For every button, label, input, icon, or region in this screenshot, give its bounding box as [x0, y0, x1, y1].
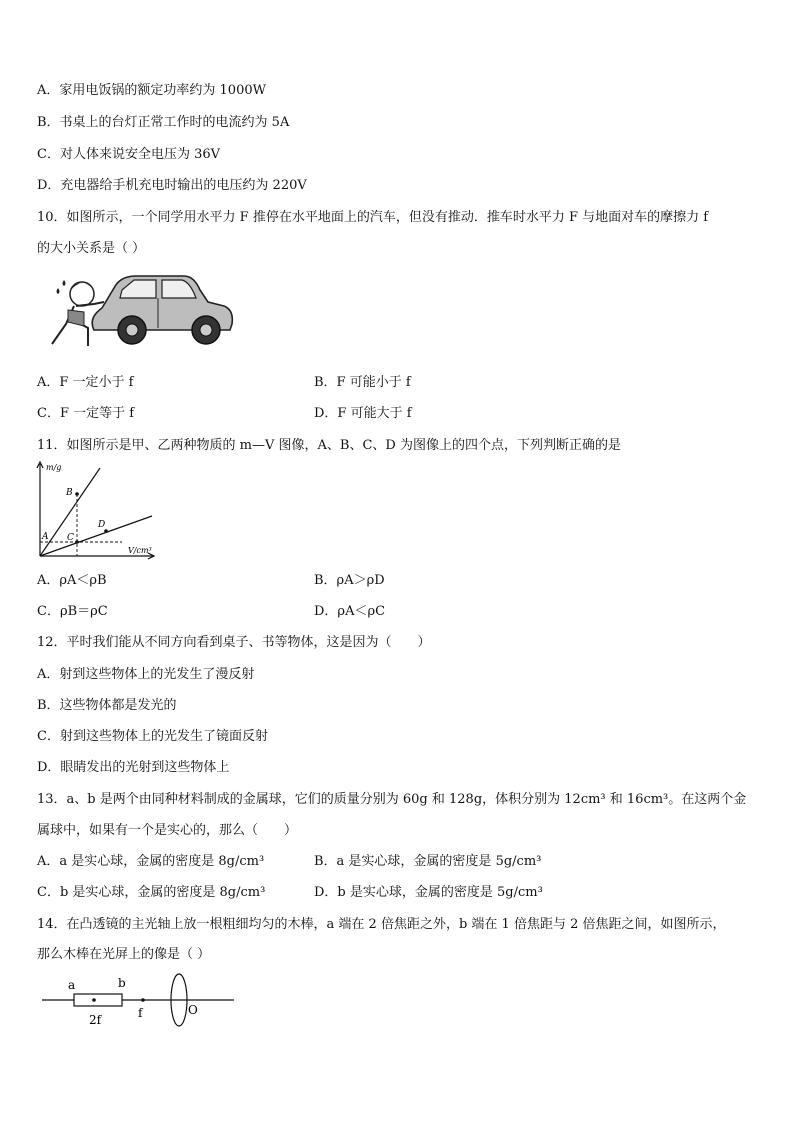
q9-option-d: D．充电器给手机充电时输出的电压约为 220V: [37, 178, 307, 193]
q11-m-v-graph: [34, 458, 160, 564]
graph-ylabel: m/g: [46, 463, 62, 472]
q10-option-c: C．F 一定等于 f: [37, 406, 135, 421]
q10-stem-line1: 10．如图所示，一个同学用水平力 F 推停在水平地面上的汽车，但没有推动．推车时水平力 F 与地面对车的摩擦力 f: [37, 210, 709, 225]
graph-xlabel: V/cm³: [128, 546, 152, 555]
q10-option-d: D．F 可能大于 f: [314, 406, 412, 421]
q11-option-c: C．ρB＝ρC: [37, 604, 108, 619]
point-b: [75, 492, 79, 496]
label-b: B: [66, 488, 73, 498]
q13-option-c: C．b 是实心球，金属的密度是 8g/cm³: [37, 885, 266, 900]
q12-option-d: D．眼睛发出的光射到这些物体上: [37, 760, 230, 775]
wooden-stick: [74, 994, 122, 1006]
label-c: C: [67, 533, 74, 543]
label-2f: 2f: [89, 1013, 102, 1027]
label-b-end: b: [118, 976, 126, 990]
q13-stem-line1: 13．a、b 是两个由同种材料制成的金属球，它们的质量分别为 60g 和 128g，体积分别为 12cm³ 和 16cm³。在这两个金: [37, 792, 747, 807]
q13-option-b: B．a 是实心球，金属的密度是 5g/cm³: [314, 854, 542, 869]
q9-option-b: B．书桌上的台灯正常工作时的电流约为 5A: [37, 115, 290, 130]
q14-stem-line2: 那么木棒在光屏上的像是（ ）: [37, 947, 211, 962]
q13-option-d: D．b 是实心球，金属的密度是 5g/cm³: [314, 885, 543, 900]
label-a: A: [42, 532, 49, 542]
label-d: D: [98, 520, 106, 530]
label-f: f: [138, 1006, 143, 1020]
q12-option-c: C．射到这些物体上的光发生了镜面反射: [37, 729, 268, 744]
q10-car-push-figure: [44, 268, 238, 354]
q11-option-b: B．ρA＞ρD: [314, 573, 385, 588]
q9-option-c: C．对人体来说安全电压为 36V: [37, 147, 221, 162]
q13-stem-line2: 属球中，如果有一个是实心的，那么（ ）: [37, 823, 298, 838]
q13-option-a: A．a 是实心球，金属的密度是 8g/cm³: [37, 854, 265, 869]
q14-stem-line1: 14．在凸透镜的主光轴上放一根粗细均匀的木棒，a 端在 2 倍焦距之外，b 端在 1 倍焦距与 2 倍焦距之间，如图所示，: [37, 917, 726, 932]
q12-option-b: B．这些物体都是发光的: [37, 698, 177, 713]
q10-option-b: B．F 可能小于 f: [314, 375, 411, 390]
label-a-end: a: [68, 978, 76, 992]
q11-stem: 11．如图所示是甲、乙两种物质的 m—V 图像，A、B、C、D 为图像上的四个点，下列判断正确的是: [37, 438, 621, 453]
q12-option-a: A．射到这些物体上的光发生了漫反射: [37, 667, 255, 682]
q12-stem: 12．平时我们能从不同方向看到桌子、书等物体，这是因为（ ）: [37, 635, 431, 650]
label-o: O: [188, 1003, 198, 1017]
q11-option-d: D．ρA＜ρC: [314, 604, 386, 619]
q11-option-a: A．ρA＜ρB: [37, 573, 107, 588]
q10-stem-line2: 的大小关系是（ ）: [37, 241, 146, 256]
point-c: [75, 540, 79, 544]
q9-option-a: A．家用电饭锅的额定功率约为 1000W: [37, 83, 266, 98]
q10-option-a: A．F 一定小于 f: [37, 375, 134, 390]
q14-lens-figure: [40, 972, 240, 1032]
